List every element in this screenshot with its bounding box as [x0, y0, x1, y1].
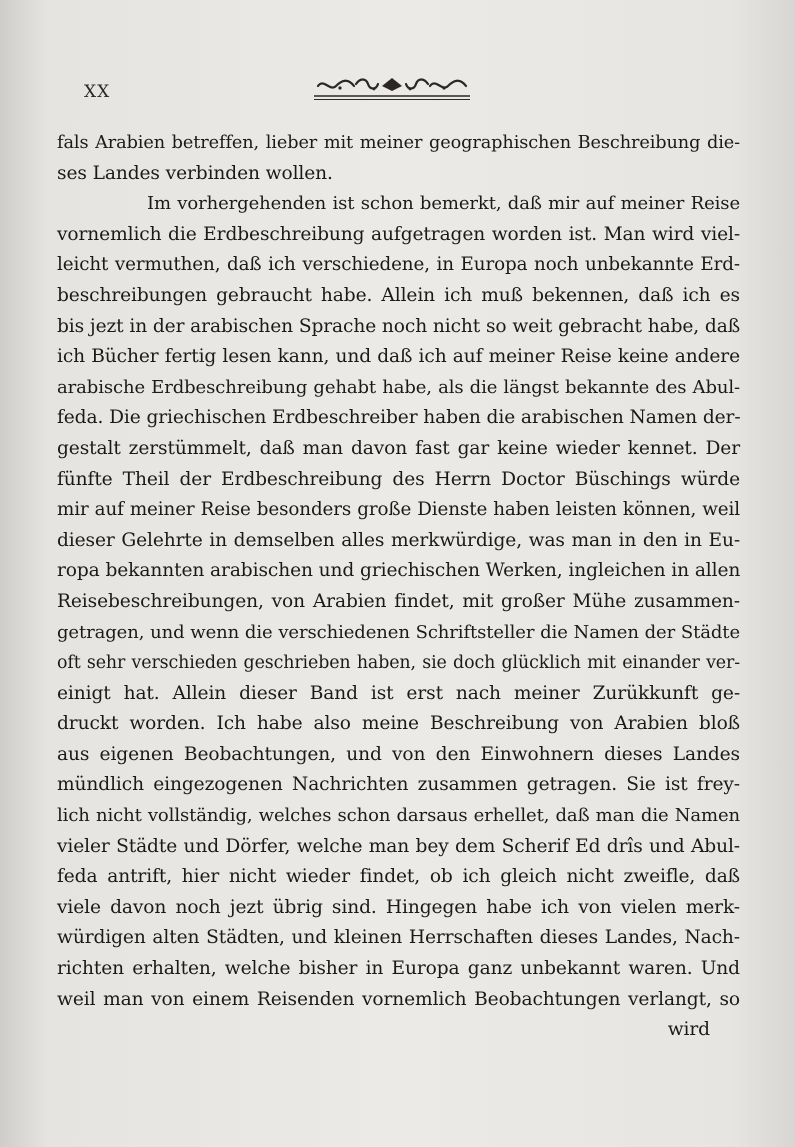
body-text	[57, 128, 740, 1046]
text-line: oft sehr verschieden geschrieben haben, sie doch glücklich mit einander ver-	[57, 653, 740, 674]
text-line: leicht vermuthen, daß ich verschiedene, in Europa noch unbekannte Erd-	[57, 254, 740, 276]
text-line: fals Arabien betreffen, lieber mit meiner geographischen Beschreibung die-	[57, 133, 740, 153]
text-line: lich nicht vollständig, welches schon darsaus erhellet, daß man die Namen	[57, 805, 740, 827]
text-line: mündlich eingezogenen Nachrichten zusammen getragen. Sie ist frey-	[57, 774, 740, 796]
page-number: XX	[84, 82, 111, 102]
text-line: feda. Die griechischen Erdbeschreiber haben die arabischen Namen der-	[57, 407, 741, 429]
text-line: ses Landes verbinden wollen.	[57, 162, 333, 184]
text-line: richten erhalten, welche bisher in Europa ganz unbekannt waren. Und	[57, 958, 740, 980]
text-line: dieser Gelehrte in demselben alles merkwürdige, was man in den in Eu-	[57, 529, 740, 551]
text-line: druckt worden. Ich habe also meine Beschreibung von Arabien bloß	[57, 713, 740, 735]
text-line: Im vorhergehenden ist schon bemerkt, daß mir auf meiner Reise	[147, 193, 740, 215]
text-line: bis jezt in der arabischen Sprache noch nicht so weit gebracht habe, daß	[57, 315, 741, 337]
text-line: arabische Erdbeschreibung gehabt habe, als die längst bekannte des Abul-	[57, 376, 740, 398]
text-line: mir auf meiner Reise besonders große Dienste haben leisten können, weil	[57, 499, 740, 521]
text-line: Reisebeschreibungen, von Arabien findet, mit großer Mühe zusammen-	[57, 590, 740, 612]
text-line: beschreibungen gebraucht habe. Allein ich muß bekennen, daß ich es	[57, 284, 740, 306]
page-header	[0, 74, 795, 104]
text-line: ich Bücher fertig lesen kann, und daß ich auf meiner Reise keine andere	[57, 346, 740, 368]
text-line: vieler Städte und Dörfer, welche man bey dem Scherif Ed drîs und Abul-	[57, 835, 740, 857]
text-line: feda antrift, hier nicht wieder findet, ob ich gleich nicht zweifle, daß	[57, 866, 740, 888]
text-line: viele davon noch jezt übrig sind. Hingegen habe ich von vielen merk-	[57, 896, 740, 918]
text-line: würdigen alten Städten, und kleinen Herrschaften dieses Landes, Nach-	[57, 927, 740, 949]
text-line: fünfte Theil der Erdbeschreibung des Herrn Doctor Büschings würde	[57, 468, 740, 490]
catchword: wird	[667, 1019, 710, 1041]
text-line: vornemlich die Erdbeschreibung aufgetragen worden ist. Man wird viel-	[57, 223, 740, 245]
text-line: gestalt zerstümmelt, daß man davon fast gar keine wieder kennet. Der	[57, 437, 740, 459]
text-line: aus eigenen Beobachtungen, und von den Einwohnern dieses Landes	[57, 743, 740, 765]
decorative-ornament	[312, 74, 472, 104]
text-line: getragen, und wenn die verschiedenen Schriftsteller die Namen der Städte	[57, 621, 740, 643]
text-line: einigt hat. Allein dieser Band ist erst nach meiner Zurükkunft ge-	[57, 682, 740, 704]
text-line: weil man von einem Reisenden vornemlich Beobachtungen verlangt, so	[57, 988, 740, 1010]
text-line: ropa bekannten arabischen und griechischen Werken, ingleichen in allen	[57, 560, 741, 582]
